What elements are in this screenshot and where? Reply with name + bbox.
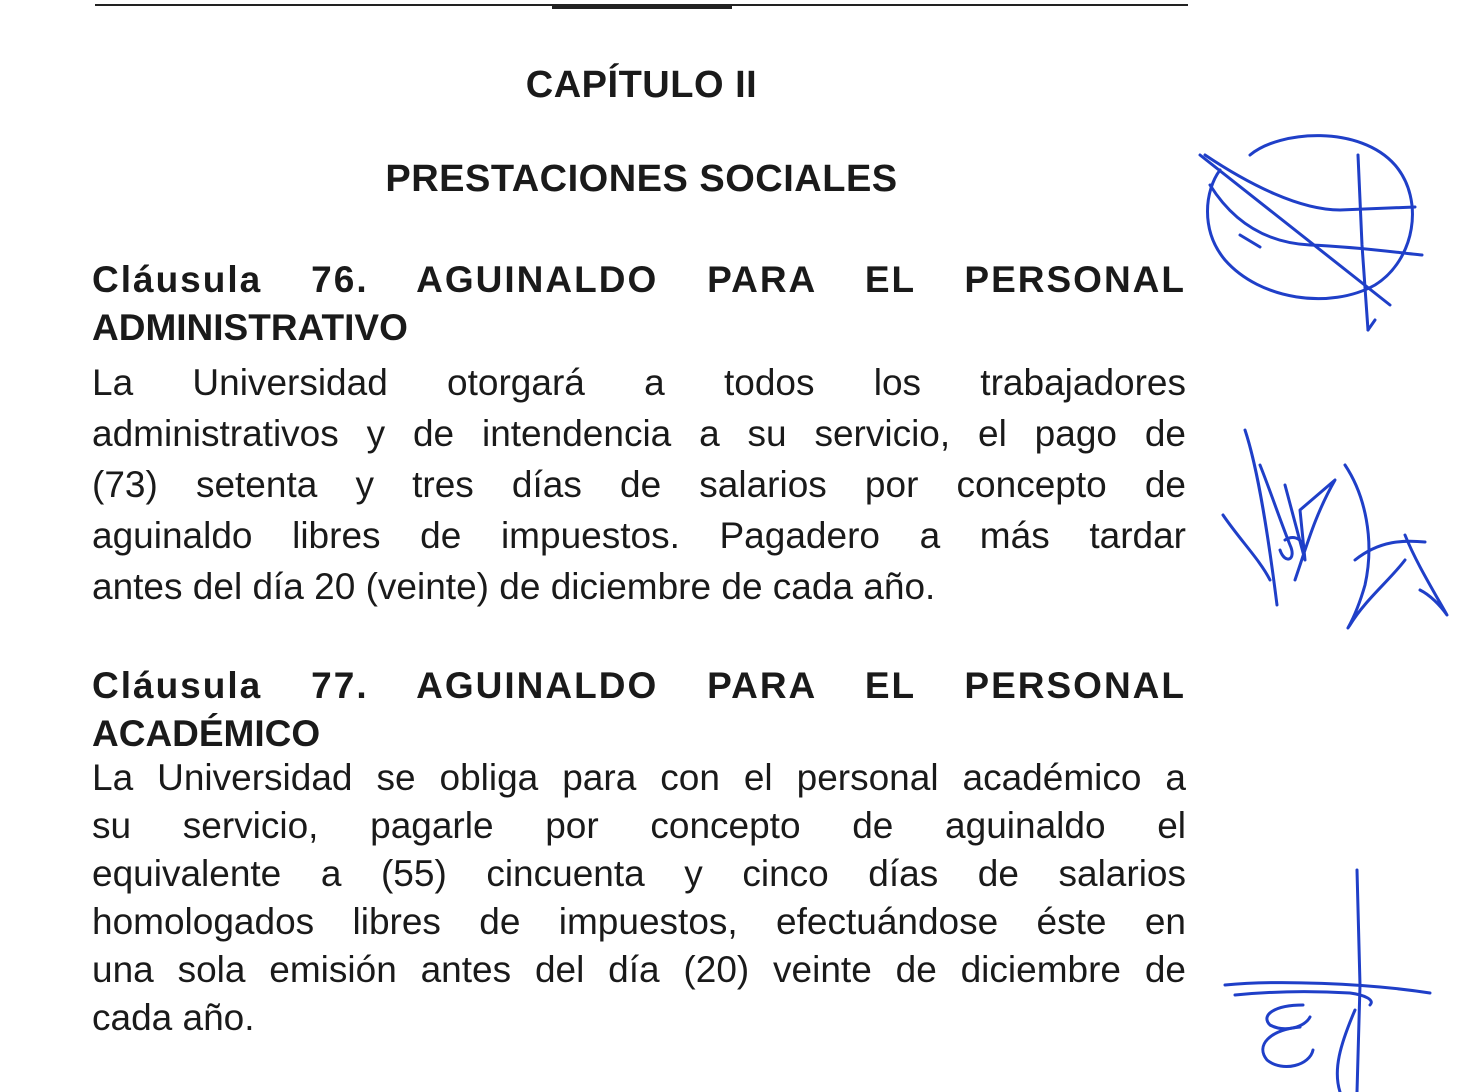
clause-77-body-line: cada año. xyxy=(92,997,255,1038)
clause-76-body-line: administrativos y de intendencia a su servicio, el pago de xyxy=(92,413,1186,454)
clause-76-body-line: aguinaldo libres de impuestos. Pagadero a más tardar xyxy=(92,515,1186,556)
clause-77-body-line: equivalente a (55) cincuenta y cinco días de salarios xyxy=(92,853,1186,894)
clause-76-heading-line1: Cláusula 76. AGUINALDO PARA EL PERSONAL xyxy=(92,259,1186,300)
clause-77-heading-line1: Cláusula 77. AGUINALDO PARA EL PERSONAL xyxy=(92,665,1186,706)
clause-76-heading-line2: ADMINISTRATIVO xyxy=(92,307,408,348)
clause-76-body xyxy=(92,357,1186,612)
clause-77-body-line: homologados libres de impuestos, efectuándose éste en xyxy=(92,901,1186,942)
clause-77-body-line: La Universidad se obliga para con el personal académico a xyxy=(92,757,1186,798)
clause-77-body-line: su servicio, pagarle por concepto de aguinaldo el xyxy=(92,805,1186,846)
clause-76-body-line: antes del día 20 (veinte) de diciembre de cada año. xyxy=(92,566,936,607)
clause-76-body-line: (73) setenta y tres días de salarios por concepto de xyxy=(92,464,1186,505)
clause-77-heading xyxy=(92,662,1186,758)
signature-1 xyxy=(1190,125,1430,340)
clause-76-body-line: La Universidad otorgará a todos los trabajadores xyxy=(92,362,1186,403)
clause-76-heading xyxy=(92,256,1186,352)
chapter-subtitle: PRESTACIONES SOCIALES xyxy=(385,158,898,200)
signature-2 xyxy=(1215,420,1460,635)
chapter-title: CAPÍTULO II xyxy=(525,64,758,106)
signature-3 xyxy=(1215,865,1435,1092)
top-rule-accent xyxy=(552,4,732,9)
clause-77-heading-line2: ACADÉMICO xyxy=(92,713,321,754)
clause-77-body xyxy=(92,754,1186,1042)
clause-77-body-line: una sola emisión antes del día (20) veinte de diciembre de xyxy=(92,949,1186,990)
